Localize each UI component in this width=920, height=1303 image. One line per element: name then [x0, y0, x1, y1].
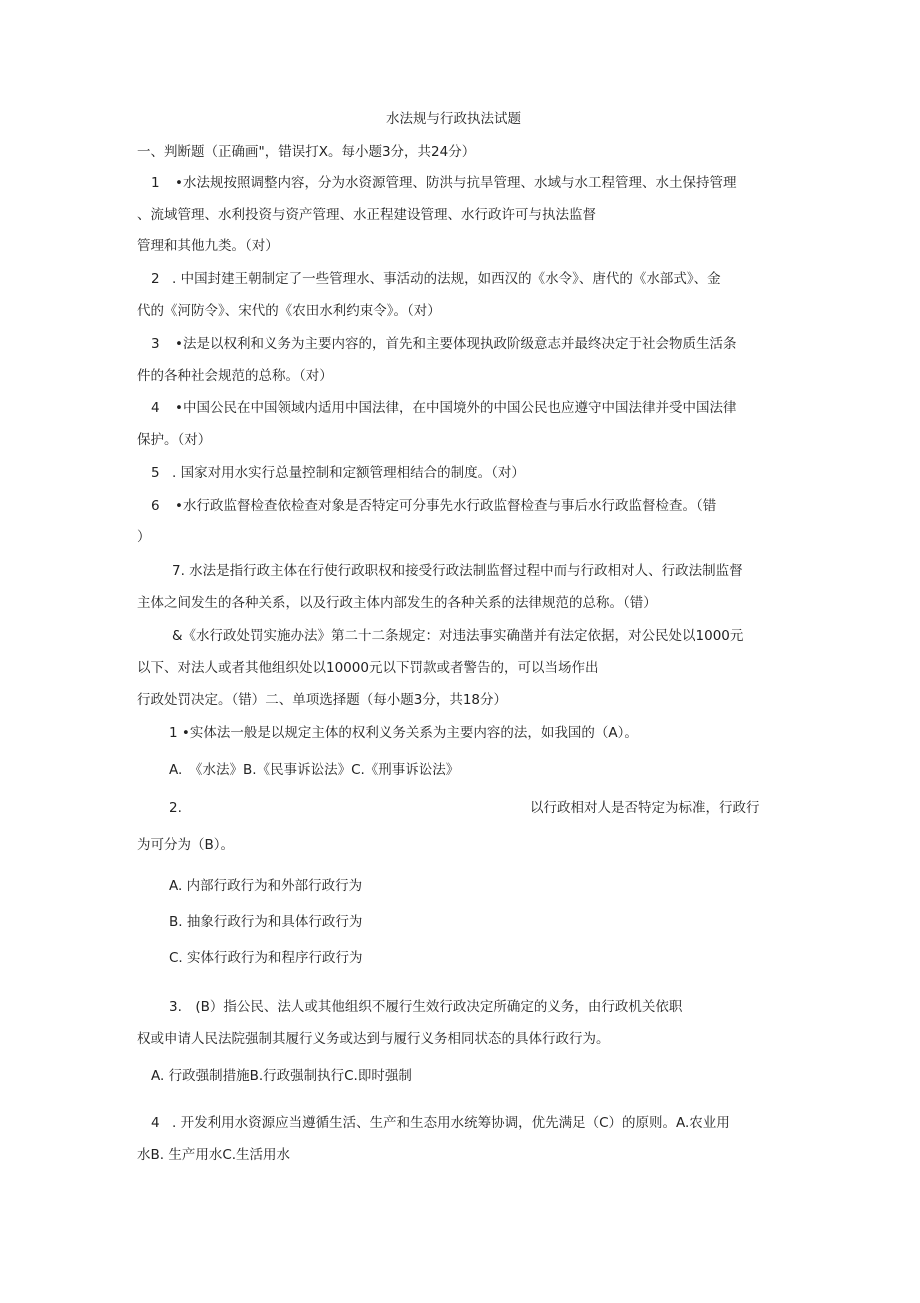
question-text: ）: [137, 529, 151, 545]
question-text: . 国家对用水实行总量控制和定额管理相结合的制度。（对）: [172, 465, 525, 481]
question-number: 5: [151, 465, 160, 481]
question-text: 以下、对法人或者其他组织处以10000元以下罚款或者警告的，可以当场作出: [137, 660, 599, 676]
section-1-heading: 一、判断题（正确画"，错误打X。每小题3分，共24分）: [137, 144, 476, 160]
question-text: 管理和其他九类。（对）: [137, 238, 279, 254]
question-text: 件的各种社会规范的总称。（对）: [137, 368, 333, 384]
question-text: 1 •实体法一般是以规定主体的权利义务关系为主要内容的法，如我国的（A）。: [169, 725, 638, 741]
question-text: 代的《河防令》、宋代的《农田水利约束令》。（对）: [137, 303, 441, 319]
answer-option-a: A. 内部行政行为和外部行政行为: [169, 878, 363, 894]
question-number: 2: [151, 271, 160, 287]
question-text: 权或申请人民法院强制其履行义务或达到与履行义务相同状态的具体行政行为。: [137, 1031, 610, 1047]
question-text: •水法规按照调整内容，分为水资源管理、防洪与抗旱管理、水域与水工程管理、水土保持管理: [175, 175, 737, 191]
answer-options: A. 行政强制措施B.行政强制执行C.即时强制: [151, 1068, 412, 1084]
question-number: 4: [151, 400, 160, 416]
question-text: 7. 水法是指行政主体在行使行政职权和接受行政法制监督过程中而与行政相对人、行政法制监督: [172, 563, 743, 579]
question-text: 保护。（对）: [137, 432, 212, 448]
answer-options: A. 《水法》B.《民事诉讼法》C.《刑事诉讼法》: [169, 762, 460, 778]
question-text: •法是以权利和义务为主要内容的，首先和主要体现执政阶级意志并最终决定于社会物质生活条: [175, 336, 737, 352]
question-number: 3: [151, 336, 160, 352]
question-text: . 开发利用水资源应当遵循生活、生产和生态用水统筹协调，优先满足（C）的原则。A.农业用: [172, 1115, 730, 1131]
question-text: &《水行政处罚实施办法》第二十二条规定：对违法事实确凿并有法定依据，对公民处以1000元: [172, 628, 744, 644]
question-number: 2.: [169, 800, 182, 816]
question-text: 、流域管理、水利投资与资产管理、水正程建设管理、水行政许可与执法监督: [137, 207, 596, 223]
answer-option-c: C. 实体行政行为和程序行政行为: [169, 950, 363, 966]
question-text: . 中国封建王朝制定了一些管理水、事活动的法规，如西汉的《水令》、唐代的《水部式》、金: [172, 271, 721, 287]
question-text: 水B. 生产用水C.生活用水: [137, 1147, 291, 1163]
question-text: 3. (B）指公民、法人或其他组织不履行生效行政决定所确定的义务，由行政机关依职: [169, 999, 683, 1015]
doc-title: 水法规与行政执法试题: [386, 111, 521, 127]
question-text: 行政处罚决定。（错）二、单项选择题（每小题3分，共18分）: [137, 692, 508, 708]
question-text: 主体之间发生的各种关系，以及行政主体内部发生的各种关系的法律规范的总称。（错）: [137, 595, 657, 611]
question-number: 1: [151, 175, 160, 191]
question-number: 6: [151, 498, 160, 514]
question-number: 4: [151, 1115, 160, 1131]
question-text: •水行政监督检查依检查对象是否特定可分事先水行政监督检查与事后水行政监督检查。（错: [175, 498, 717, 514]
answer-option-b: B. 抽象行政行为和具体行政行为: [169, 914, 363, 930]
question-text: 以行政相对人是否特定为标准，行政行: [530, 800, 760, 816]
question-text: 为可分为（B）。: [137, 837, 235, 853]
question-text: •中国公民在中国领域内适用中国法律，在中国境外的中国公民也应遵守中国法律并受中国法律: [175, 400, 737, 416]
